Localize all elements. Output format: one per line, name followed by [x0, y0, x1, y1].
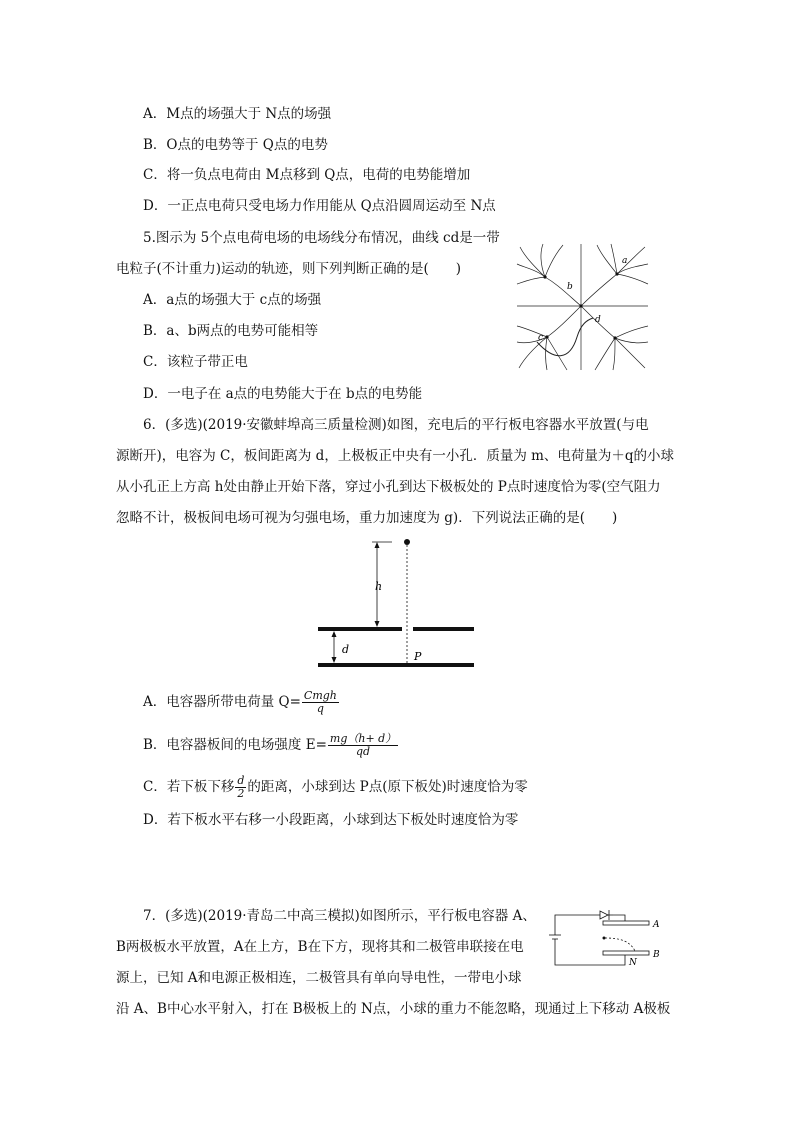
q6-option-c-prefix: C．若下板下移	[143, 779, 235, 795]
q6-option-d: D．若下板水平右移一小段距离，小球到达下板处时速度恰为零	[143, 812, 519, 828]
q6-option-b	[143, 733, 399, 758]
q7-label-a: A	[653, 920, 660, 930]
q6-label-p: P	[414, 650, 422, 663]
q6-top-plate-left	[318, 627, 402, 631]
q6-label-h: h	[375, 580, 383, 593]
q4-option-c: C．将一负点电荷由 M点移到 Q点，电荷的电势能增加	[143, 167, 471, 183]
q7-label-b: B	[653, 950, 660, 960]
q5-option-d: D．一电子在 a点的电势能大于在 b点的电势能	[143, 386, 423, 402]
q4-option-d: D．一正点电荷只受电场力作用能从 Q点沿圆周运动至 N点	[143, 198, 496, 214]
q5-label-d: d	[595, 315, 601, 325]
q6-capacitor-figure	[310, 535, 480, 675]
q5-stem-line2: 电粒子(不计重力)运动的轨迹，则下列判断正确的是( )	[116, 261, 462, 277]
q6-bottom-plate	[318, 663, 474, 667]
q6-top-plate-right	[413, 627, 474, 631]
q7-stem-line3: 源上，已知 A和电源正极相连，二极管具有单向导电性，一带电小球	[116, 970, 522, 986]
q7-label-n: N	[629, 958, 637, 968]
q6-option-c-numerator: d	[237, 774, 245, 787]
q7-circuit-figure	[545, 905, 670, 975]
q6-stem-line1: 6．(多选)(2019·安徽蚌埠高三质量检测)如图，充电后的平行板电容器水平放置(与电	[143, 417, 649, 433]
q6-option-a-denominator: q	[316, 702, 324, 715]
q6-option-c-suffix: 的距离，小球到达 P点(原下板处)时速度恰为零	[247, 779, 528, 795]
q7-stem-line2: B两极板水平放置，A在上方，B在下方，现将其和二极管串联接在电	[116, 939, 524, 955]
q6-stem-line2: 源断开)，电容为 C，板间距离为 d，上极板正中央有一小孔．质量为 m、电荷量为＋q的小球	[116, 448, 675, 464]
q6-stem-line3: 从小孔正上方高 h处由静止开始下落，穿过小孔到达下极板处的 P点时速度恰为零(空气阻力	[116, 479, 661, 495]
q5-option-c: C．该粒子带正电	[143, 354, 248, 370]
q5-option-b: B．a、b两点的电势可能相等	[143, 323, 319, 339]
q6-stem-line4: 忽略不计，极板间电场可视为匀强电场，重力加速度为 g)．下列说法正确的是( )	[116, 510, 618, 526]
q5-label-a: a	[622, 256, 628, 266]
q6-option-c	[143, 775, 528, 800]
q7-stem-line4: 沿 A、B中心水平射入，打在 B极板上的 N点，小球的重力不能忽略，现通过上下移动 A极板	[116, 1001, 671, 1017]
q5-option-a: A．a点的场强大于 c点的场强	[143, 292, 322, 308]
q5-field-lines-figure	[515, 242, 650, 372]
q6-option-b-numerator: mg（h+ d）	[329, 732, 397, 745]
q7-stem-line1: 7．(多选)(2019·青岛二中高三模拟)如图所示，平行板电容器 A、	[143, 908, 536, 924]
q6-option-a-prefix: A．电容器所带电荷量 Q=	[143, 694, 301, 710]
q5-label-b: b	[567, 282, 573, 292]
q5-stem-line1: 5.图示为 5个点电荷电场的电场线分布情况，曲线 cd是一带	[143, 230, 500, 246]
q4-option-a: A．M点的场强大于 N点的场强	[143, 106, 332, 122]
q6-ball	[404, 539, 410, 545]
q6-label-d: d	[342, 643, 350, 656]
q6-option-a-numerator: Cmgh	[303, 689, 337, 702]
q6-option-a	[143, 690, 340, 715]
q4-option-b: B．O点的电势等于 Q点的电势	[143, 137, 328, 153]
q6-option-b-denominator: qd	[356, 745, 371, 758]
q6-option-c-denominator: 2	[237, 787, 245, 800]
q5-label-c: c	[538, 333, 544, 343]
q6-option-b-prefix: B．电容器板间的电场强度 E=	[143, 737, 327, 753]
